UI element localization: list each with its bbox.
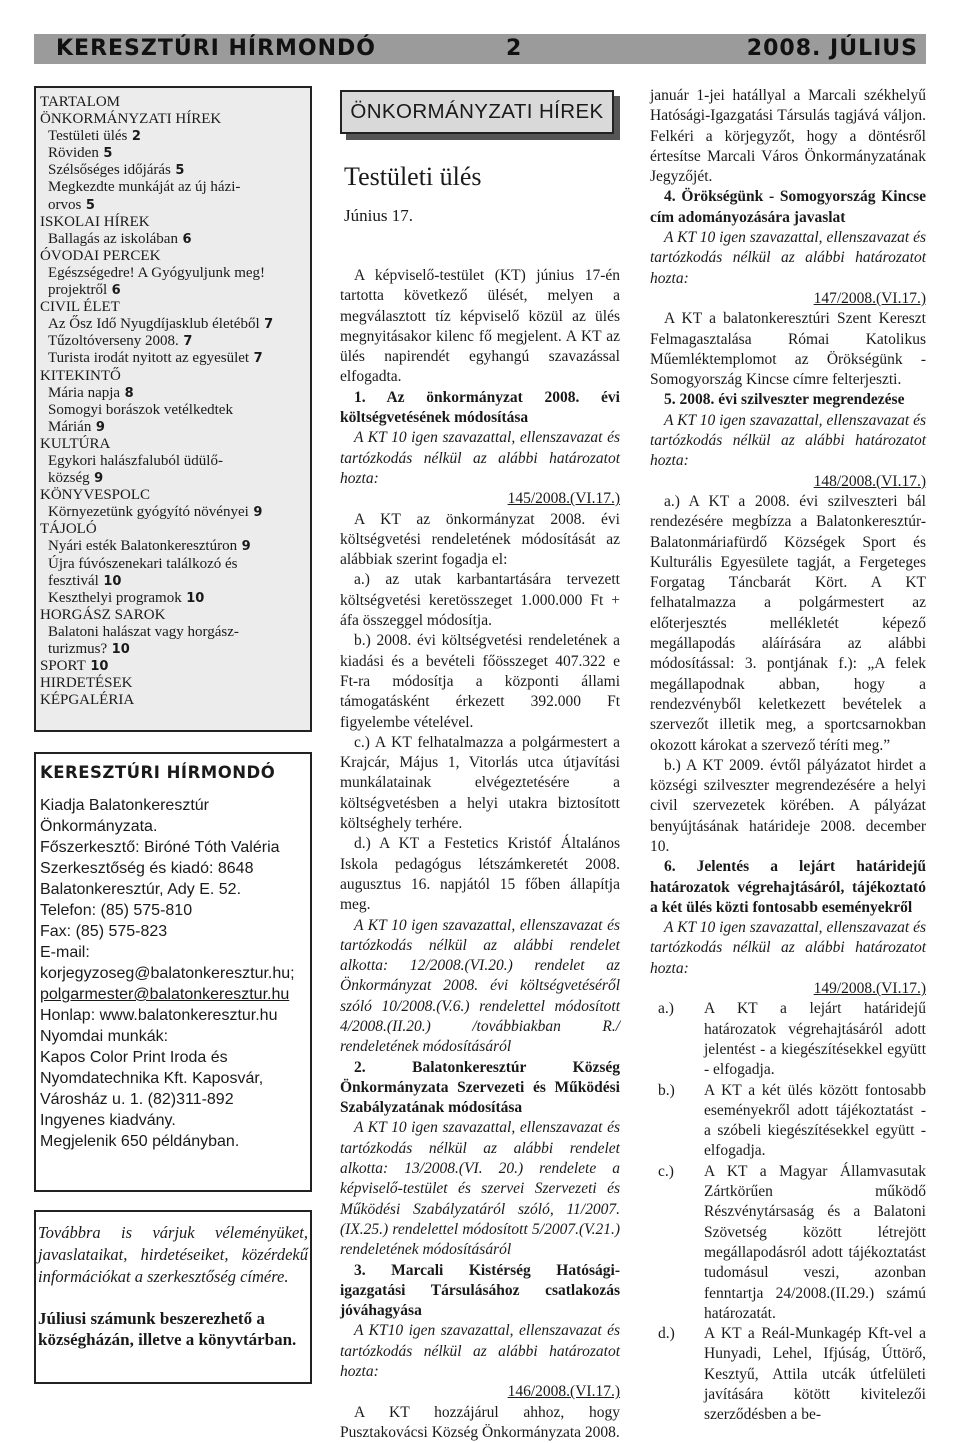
toc-entry-text: Somogyi borászok vetélkedtek bbox=[48, 401, 233, 418]
vote-statement: A KT10 igen szavazattal, ellenszavazat és tartózkodás nélkül az alábbi határozatot hozta: bbox=[340, 1322, 620, 1381]
toc-entry-text: Márián bbox=[48, 418, 92, 435]
toc-page-number: 7 bbox=[178, 334, 193, 350]
toc-entry bbox=[40, 453, 304, 470]
imprint-line: polgarmester@balatonkeresztur.hu bbox=[40, 986, 290, 1003]
continued-paragraph: január 1-jei hatállyal a Marcali székhelyű Hatósági-Igazgatási Társulás tagjává váljon. Felkéri a körjegyzőt, hogy a döntésről értesítse Marcali Város Önkormányzatának Jegyzőjét. bbox=[650, 87, 926, 186]
toc-section bbox=[40, 521, 304, 538]
toc-entry-text: Turista irodát nyitott az egyesület bbox=[48, 350, 250, 367]
vote-statement: A KT 10 igen szavazattal, ellenszavazat és tartózkodás nélkül az alábbi határozatot hozta: bbox=[650, 229, 926, 287]
toc-entry-text: HIRDETÉSEK bbox=[40, 675, 133, 692]
toc-section bbox=[40, 692, 304, 709]
toc-entry bbox=[40, 282, 304, 299]
vote-statement: A KT 10 igen szavazattal, ellenszavazat és tartózkodás nélkül az alábbi rendelet alkotta: 13/2008.(VI. 20.) rendelete a képviselő-testület és szervei Szervezeti és Működési Szabályzatáról szóló, 11/2007.(IX.25.) rendelettel módosított 5/2007.(V.21.) rendeletének módosításáról bbox=[340, 1119, 620, 1259]
imprint-line: Kiadja Balatonkeresztúr bbox=[40, 797, 209, 814]
toc-page-number: 6 bbox=[107, 283, 121, 299]
toc-entry bbox=[40, 504, 304, 521]
toc-entry-text: Újra fúvószenekari találkozó és bbox=[48, 555, 238, 572]
toc-entry bbox=[40, 624, 304, 641]
toc-entry bbox=[40, 333, 304, 350]
toc-entry bbox=[40, 162, 304, 179]
toc-section bbox=[40, 487, 304, 504]
paragraph: A KT hozzájárul ahhoz, hogy Pusztakovácsi Község Önkormányzata 2008. bbox=[340, 1403, 620, 1441]
section-badge: ÖNKORMÁNYZATI HÍREK bbox=[340, 90, 614, 134]
toc-entry-text: Tűzoltóverseny 2008. bbox=[48, 333, 179, 350]
toc-section bbox=[40, 368, 304, 385]
toc-entry bbox=[40, 385, 304, 402]
toc-entry bbox=[40, 197, 304, 214]
sub-point bbox=[650, 999, 926, 1080]
toc-entry-text: TÁJOLÓ bbox=[40, 521, 97, 538]
agenda-heading: 3. Marcali Kistérség Hatósági-igazgatási Társulásához csatlakozás jóváhagyása bbox=[340, 1261, 620, 1320]
resolution-number: 145/2008.(VI.17.) bbox=[507, 490, 620, 508]
toc-section bbox=[40, 299, 304, 316]
imprint-box bbox=[34, 752, 312, 1192]
toc-entry bbox=[40, 573, 304, 590]
toc-entry bbox=[40, 402, 304, 419]
notice-bold: Júliusi számunk beszerezhető a községházán, illetve a könyvtárban. bbox=[38, 1309, 297, 1349]
toc-page-number: 6 bbox=[177, 231, 192, 247]
issue-date: 2008. JÚLIUS bbox=[746, 36, 918, 61]
toc-page-number: 10 bbox=[85, 659, 109, 675]
toc-entry-text: ISKOLAI HÍREK bbox=[40, 213, 150, 230]
toc-section bbox=[40, 675, 304, 692]
vote-statement: A KT 10 igen szavazattal, ellenszavazat és tartózkodás nélkül az alábbi határozatot hozta: bbox=[340, 429, 620, 487]
imprint-line: Ingyenes kiadvány. bbox=[40, 1112, 176, 1129]
toc-entry-text: Az Ősz Idő Nyugdíjasklub életéből bbox=[48, 316, 260, 333]
toc-entry-text: Szélsőséges időjárás bbox=[48, 162, 171, 179]
imprint-line: Városház u. 1. (82)311-892 bbox=[40, 1091, 234, 1108]
paragraph: A KT az önkormányzat 2008. évi költségvetési rendeletének módosítását az alábbiak szerint fogadja el: bbox=[340, 510, 620, 569]
notice-italic: Továbbra is várjuk véleményüket, javaslataikat, hirdetéseiket, közérdekű információkat a szerkesztőség címére. bbox=[38, 1223, 308, 1286]
toc-page-number: 8 bbox=[120, 385, 134, 401]
sub-point-label: a.) bbox=[658, 1000, 674, 1018]
agenda-heading: 1. Az önkormányzat 2008. évi költségvetésének módosítása bbox=[340, 388, 620, 427]
imprint-line: E-mail: bbox=[40, 944, 90, 961]
toc-page-number: 9 bbox=[89, 471, 104, 487]
sub-point-text: A KT a Reál-Munkagép Kft-vel a Hunyadi, Lehel, Ifjúság, Úttörő, Kesztyű, Attila utcák útfelületi javítására kötött kivitelezői szerződésben a be- bbox=[704, 1325, 926, 1424]
toc-entry-text: Nyári esték Balatonkeresztúron bbox=[48, 538, 238, 555]
toc-entry-text: Egykori halászfaluból üdülő- bbox=[48, 452, 223, 469]
toc-page-number: 5 bbox=[98, 146, 113, 162]
sub-point bbox=[650, 1162, 926, 1324]
toc-page-number: 9 bbox=[91, 419, 105, 435]
toc-entry-text: orvos bbox=[48, 196, 82, 213]
resolution-number: 146/2008.(VI.17.) bbox=[507, 1383, 620, 1401]
toc-entry-text: ÖNKORMÁNYZATI HÍREK bbox=[40, 111, 222, 128]
toc-section bbox=[40, 214, 304, 231]
resolution-number-line bbox=[340, 1382, 620, 1402]
sub-point bbox=[650, 1081, 926, 1162]
toc-entry-text: KITEKINTŐ bbox=[40, 367, 121, 384]
toc-entry-text: Keszthelyi programok bbox=[48, 589, 182, 606]
toc-entry-text: Testületi ülés bbox=[48, 128, 128, 145]
imprint-line: Honlap: www.balatonkeresztur.hu bbox=[40, 1007, 278, 1024]
sub-point-label: b.) bbox=[658, 1081, 675, 1099]
toc-entry-text: ÓVODAI PERCEK bbox=[40, 247, 161, 264]
imprint-line: Nyomdatechnika Kft. Kaposvár, bbox=[40, 1070, 264, 1087]
toc-entry-text: turizmus? bbox=[48, 641, 108, 657]
paragraph: a.) az utak karbantartására tervezett költségvetési keretösszeget 1.000.000 Ft + áfa összeggel módosítja. bbox=[340, 571, 620, 630]
toc-entry-text: KÉPGALÉRIA bbox=[40, 692, 135, 709]
toc-entry-text: SPORT bbox=[40, 658, 86, 675]
middle-column bbox=[340, 86, 620, 1443]
paragraph: b.) A KT 2009. évtől pályázatot hirdet a községi szilveszter megrendezésére a helyi civil szervezetek körében. A pályázat benyújtásának határideje 2008. december 10. bbox=[650, 756, 926, 855]
paragraph: d.) A KT a Festetics Kristóf Általános Iskola pedagógus létszámkeretét 2008. augusztus 16. napjától 15 főben állapítja meg. bbox=[340, 835, 620, 914]
toc-entry bbox=[40, 538, 304, 555]
toc-entry bbox=[40, 316, 304, 333]
sub-point-label: d.) bbox=[658, 1325, 675, 1343]
agenda-heading: 4. Örökségünk - Somogyország Kincse cím adományozására javaslat bbox=[650, 188, 926, 226]
imprint-line: Főszerkesztő: Biróné Tóth Valéria bbox=[40, 839, 280, 856]
toc-entry bbox=[40, 556, 304, 573]
vote-statement: A KT 10 igen szavazattal, ellenszavazat és tartózkodás nélkül az alábbi határozatot hozta: bbox=[650, 919, 926, 977]
toc-entry bbox=[40, 265, 304, 282]
sub-point bbox=[650, 1324, 926, 1425]
page-number: 2 bbox=[506, 36, 523, 61]
article-body-col2 bbox=[340, 266, 620, 1443]
paragraph: A KT a balatonkeresztúri Szent Kereszt Felmagasztalása Római Katolikus Műemléktemplomot az Örökségünk - Somogyország Kincse címre felterjeszti. bbox=[650, 310, 926, 389]
paragraph: b.) 2008. évi költségvetési rendeletének a kiadási és a bevételi főösszeget 407.322 e Ft-ra módosítja a központi állami támogatásként érkezett 392.000 Ft figyelembe vételével. bbox=[340, 632, 620, 731]
toc-page-number: 9 bbox=[237, 539, 251, 555]
resolution-number-line bbox=[650, 472, 926, 492]
vote-statement: A KT 10 igen szavazattal, ellenszavazat és tartózkodás nélkül az alábbi rendelet alkotta: 12/2008.(VI.20.) rendelet az Önkormányzat 2008. évi költségvetéséről szóló 10/2008.(V.6.) rendelettel módosított 4/2008.(II.20.) /továbbiakban R./ rendeletének módosításáról bbox=[340, 916, 620, 1056]
resolution-number-line bbox=[340, 489, 620, 509]
paragraph: c.) A KT felhatalmazza a polgármestert a Krajcár, Május 1, Vitorlás utca útjavítási munkálatainak elvégeztetésére a költségvetésben a helyi utakra biztosított költséghely terhére. bbox=[340, 733, 620, 833]
sub-point-text: A KT a Magyar Államvasutak Zártkörűen működő Részvénytársaság és a Balatoni Szövetség között létrejött megállapodásról adott tájékoztatást tudomásul veszi, azonban fenntartja 24/2008.(II.29.) számú határozatát. bbox=[704, 1162, 926, 1322]
toc-section bbox=[40, 248, 304, 265]
toc-page-number: 5 bbox=[170, 163, 185, 179]
sub-point-text: A KT a két ülés között fontosabb eseményekről adott tájékoztatást - a szóbeli kiegészítésekkel együtt - elfogadja. bbox=[704, 1081, 926, 1160]
left-column bbox=[34, 86, 312, 1384]
toc-entry-text: HORGÁSZ SAROK bbox=[40, 606, 166, 623]
imprint-title: KERESZTÚRI HÍRMONDÓ bbox=[40, 763, 276, 782]
imprint-line: Telefon: (85) 575-810 bbox=[40, 902, 193, 919]
notice-box bbox=[34, 1210, 312, 1384]
toc-section bbox=[40, 607, 304, 624]
toc-entry bbox=[40, 419, 304, 436]
toc-page-number: 5 bbox=[81, 197, 95, 213]
agenda-heading: 5. 2008. évi szilveszter megrendezése bbox=[664, 391, 905, 409]
article-title: Testületi ülés bbox=[344, 162, 482, 191]
toc-section bbox=[40, 658, 304, 675]
sub-point-text: A KT a lejárt határidejű határozatok végrehajtásáról adott jelentést - a kiegészítésekkel együtt - elfogadja. bbox=[704, 1000, 926, 1079]
publication-name: KERESZTÚRI HÍRMONDÓ bbox=[56, 36, 377, 61]
resolution-number: 147/2008.(VI.17.) bbox=[813, 289, 926, 307]
toc-page-number: 9 bbox=[248, 505, 263, 521]
page-header bbox=[34, 34, 926, 64]
toc-page-number: 10 bbox=[181, 590, 205, 606]
paragraph: a.) A KT a 2008. évi szilveszteri bál rendezésére megbízza a Balatonkeresztúr-Balatonmáriafürdő Községek Sport és Kulturális Egyesülete tagját, a Fergeteges Forgatag Táncbarát Kört. A KT felhatalmazza a polgármestert az előterjesztés mellékletét képező megállapodás aláírására az alábbi módosítással: 3. pontjának f.): „A felek megállapodnak abban, hogy a rendezvényből keletkezett bevételek a szervezőt illetik meg, a sportcsarnokban okozott károkat a szervező téríti meg.” bbox=[650, 492, 926, 754]
article-body-col3 bbox=[650, 86, 926, 1426]
imprint-line: Szerkesztőség és kiadó: 8648 bbox=[40, 860, 254, 877]
toc-page-number: 2 bbox=[127, 129, 141, 145]
agenda-heading: 2. Balatonkeresztúr Község Önkormányzata Szervezeti és Működési Szabályzatának módosítása bbox=[340, 1058, 620, 1117]
toc-heading: TARTALOM bbox=[40, 94, 121, 110]
agenda-heading: 6. Jelentés a lejárt határidejű határozatok végrehajtásáról, tájékoztató a két ülés közti fontosabb eseményekről bbox=[650, 858, 926, 916]
toc-entry-text: Megkezdte munkáját az új házi- bbox=[48, 179, 241, 196]
paragraph: A képviselő-testület (KT) június 17-én tartotta következő ülését, melyen a megválasztott tíz képviselő közül az ülés megnyitásakor kilenc fő megjelent. A KT az ülés napirendét egyhangú szavazással elfogadta. bbox=[340, 267, 620, 386]
imprint-line: Kapos Color Print Iroda és bbox=[40, 1049, 228, 1066]
resolution-number-line bbox=[650, 979, 926, 999]
toc-entry-text: Egészségedre! A Gyógyuljunk meg! bbox=[48, 264, 266, 281]
table-of-contents bbox=[34, 86, 312, 732]
sub-point-label: c.) bbox=[658, 1162, 674, 1180]
imprint-line: korjegyzoseg@balatonkeresztur.hu; bbox=[40, 965, 295, 982]
imprint-line: Önkormányzata. bbox=[40, 818, 158, 835]
toc-entry-text: Környezetünk gyógyító növényei bbox=[48, 504, 249, 521]
toc-entry bbox=[40, 145, 304, 162]
toc-entry bbox=[40, 590, 304, 607]
toc-entry-text: KÖNYVESPOLC bbox=[40, 487, 151, 504]
toc-entry-text: KULTÚRA bbox=[40, 435, 111, 452]
toc-section bbox=[40, 436, 304, 453]
imprint-line: Megjelenik 650 példányban. bbox=[40, 1133, 240, 1150]
resolution-number: 149/2008.(VI.17.) bbox=[813, 980, 926, 998]
toc-entry-text: fesztivál bbox=[48, 572, 99, 589]
toc-entry-text: projektről bbox=[48, 282, 108, 299]
imprint-line: Balatonkeresztúr, Ady E. 52. bbox=[40, 881, 242, 898]
article-date: Június 17. bbox=[344, 206, 413, 225]
toc-page-number: 10 bbox=[107, 642, 130, 657]
toc-entry-text: község bbox=[48, 470, 90, 487]
imprint-line: Fax: (85) 575-823 bbox=[40, 923, 168, 940]
toc-entry-text: Mária napja bbox=[48, 384, 121, 401]
resolution-number-line bbox=[650, 289, 926, 309]
toc-entry bbox=[40, 128, 304, 145]
toc-entry-text: Röviden bbox=[48, 145, 99, 162]
toc-entry-text: CIVIL ÉLET bbox=[40, 299, 120, 316]
vote-statement: A KT 10 igen szavazattal, ellenszavazat és tartózkodás nélkül az alábbi határozatot hozta: bbox=[650, 411, 926, 470]
toc-entry bbox=[40, 231, 304, 248]
toc-section bbox=[40, 111, 304, 128]
toc-entry bbox=[40, 641, 304, 658]
imprint-line: Nyomdai munkák: bbox=[40, 1028, 169, 1045]
toc-page-number: 7 bbox=[249, 351, 263, 367]
toc-entry-text: Ballagás az iskolában bbox=[48, 230, 178, 247]
resolution-number: 148/2008.(VI.17.) bbox=[813, 472, 926, 490]
toc-entry bbox=[40, 350, 304, 367]
toc-entry-text: Balatoni halászat vagy horgász- bbox=[48, 623, 239, 640]
right-column bbox=[650, 86, 926, 1426]
toc-page-number: 7 bbox=[259, 317, 274, 333]
toc-entry bbox=[40, 179, 304, 196]
toc-page-number: 10 bbox=[98, 573, 122, 589]
toc-entry bbox=[40, 470, 304, 487]
